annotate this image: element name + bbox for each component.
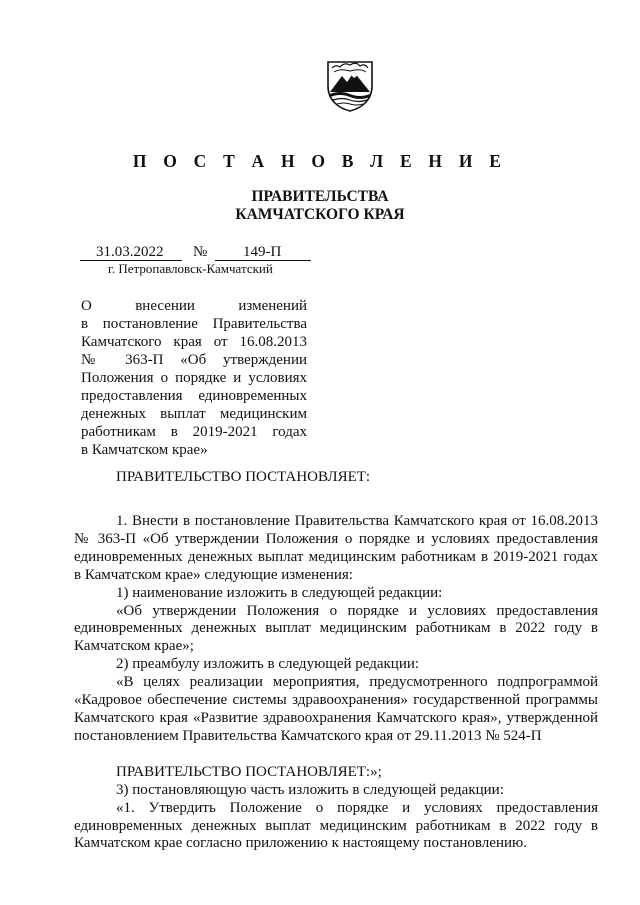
body-paragraph: «В целях реализации мероприятия, предусмотренного подпрограммой «Кадровое обеспечение системы здравоохранения» государственной программы Камчатского края «Развитие здравоохранения Камчатского края», утвержденной постановлением Правительства Камчатского края от 29.11.2013 № 524-П [74,674,598,744]
document-type-title: П О С Т А Н О В Л Е Н И Е [132,151,508,171]
subject-line: денежных выплат медицинским [81,406,307,422]
subject-line: О внесении изменений [81,298,307,314]
issuing-authority [0,188,640,224]
subject-line: предоставления единовременных [81,388,307,404]
decree-body [74,513,598,853]
subject-line: в постановление Правительства [81,316,307,332]
issuing-city: г. Петропавловск-Камчатский [108,261,273,276]
subject-line: в Камчатском крае» [81,442,208,458]
authority-line: ПРАВИТЕЛЬСТВА [251,188,389,205]
authority-line: КАМЧАТСКОГО КРАЯ [235,206,405,223]
body-paragraph: «Об утверждении Положения о порядке и условиях предоставления единовременных денежных выплат медицинским работникам в 2022 году в Камчатском крае»; [74,602,598,655]
subject-line: Положения о порядке и условиях [81,370,307,386]
body-paragraph: ПРАВИТЕЛЬСТВО ПОСТАНОВЛЯЕТ:»; [116,763,382,780]
kamchatka-coat-of-arms-icon [324,56,376,112]
decree-subject [81,297,307,459]
decree-clause: ПРАВИТЕЛЬСТВО ПОСТАНОВЛЯЕТ: [116,469,371,485]
decree-number: 149-П [243,244,282,260]
body-paragraph: 1. Внести в постановление Правительства Камчатского края от 16.08.2013 № 363-П «Об утверждении Положения о порядке и условиях предоставления единовременных денежных выплат медицинским работникам в 2019-2021 годах в Камчатском крае» следующие изменения: [74,513,598,583]
decree-date: 31.03.2022 [96,244,164,260]
body-paragraph: 1) наименование изложить в следующей редакции: [116,584,443,601]
body-paragraph: «1. Утвердить Положение о порядке и условиях предоставления единовременных денежных выплат медицинским работникам в 2022 году в Камчатском крае согласно приложению к настоящему постановлению. [74,799,598,852]
body-paragraph: 3) постановляющую часть изложить в следующей редакции: [116,781,504,798]
subject-line: работникам в 2019-2021 годах [81,424,307,440]
body-paragraph: 2) преамбулу изложить в следующей редакции: [116,656,420,673]
paragraph-spacer [74,746,598,764]
number-sign: № [193,244,208,260]
subject-line: № 363-П «Об утверждении [81,352,307,368]
subject-line: Камчатского края от 16.08.2013 [81,334,307,350]
